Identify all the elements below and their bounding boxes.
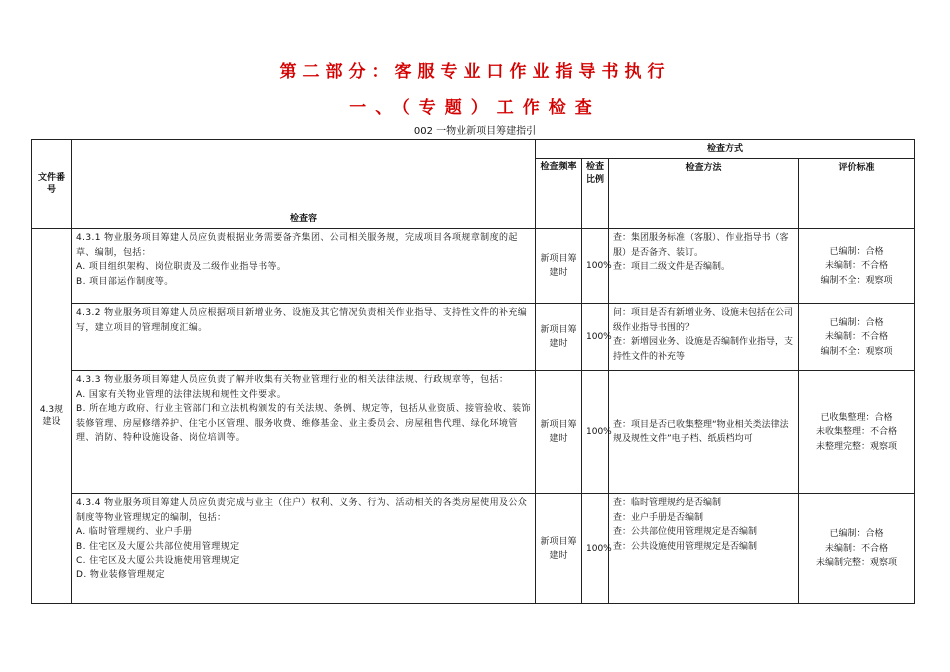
standard-line: 已编制：合格	[829, 246, 884, 257]
table-row	[32, 371, 915, 494]
method-line: 查：项目是否已收集整理“物业相关类法律法规及规性文件”电子档、纸质档均可	[613, 420, 789, 445]
method-cell	[609, 229, 799, 304]
method-line: 问：项目是否有新增业务、设施未包括在公司级作业指导书围的？	[613, 308, 794, 333]
method-line: 查：公共设施使用管理规定是否编制	[613, 541, 758, 552]
content-line: 4.3.2 物业服务项目筹建人员应根据项目新增业务、设施及其它情况负责相关作业指导、支持性文件的补充编写，建立项目的管理制度汇编。	[76, 308, 528, 333]
section-label: 4.3规建设	[32, 229, 72, 604]
section-title: 一、（专题）工作检查	[349, 98, 601, 118]
standard-line: 未收集整理：不合格	[816, 427, 898, 438]
standard-line: 已编制：合格	[829, 529, 884, 540]
header-file-no: 文件番号	[32, 140, 72, 229]
content-line: 4.3.1 物业服务项目筹建人员应负责根据业务需要备齐集团、公司相关服务规，完成项目各项规章制度的起草、编制，包括：	[76, 233, 518, 258]
inspection-table	[31, 139, 915, 604]
method-line: 查：项目二级文件是否编制。	[613, 262, 731, 273]
standard-line: 编制不全：观察项	[820, 275, 893, 286]
table-row	[32, 494, 915, 604]
standard-line: 未整理完整：观察项	[816, 441, 898, 452]
page-title: 第二部分：客服专业口作业指导书执行	[279, 62, 671, 82]
content-line: B. 项目部运作制度等。	[76, 276, 174, 287]
standard-cell	[799, 304, 915, 371]
content-cell	[72, 229, 536, 304]
standard-line: 已编制：合格	[829, 317, 884, 328]
content-line: D. 物业装修管理规定	[76, 570, 166, 581]
content-line: A. 临时管理规约、业户手册	[76, 527, 193, 538]
header-frequency: 检查频率	[536, 159, 582, 229]
header-method-group: 检查方式	[536, 140, 915, 159]
standard-cell	[799, 494, 915, 604]
frequency-cell: 新项目筹建时	[536, 371, 582, 494]
content-line: A. 项目组织架构、岗位职责及二级作业指导书等。	[76, 262, 287, 273]
content-line: C. 住宅区及大厦公共设施使用管理规定	[76, 555, 240, 566]
standard-line: 未编制：不合格	[825, 332, 889, 343]
content-line: B. 所在地方政府、行业主管部门和立法机构颁发的有关法规、条例、规定等，包括从业资质、接管验收、装饰装修管理、房屋修缮养护、住宅小区管理、服务收费、维修基金、业主委员会、房屋租售代理、绿化环境管理、消防、特种设施设备、岗位培训等。	[76, 404, 531, 443]
ratio-cell: 100%	[582, 229, 609, 304]
method-cell	[609, 494, 799, 604]
content-line: 4.3.4 物业服务项目筹建人员应负责完成与业主（住户）权利、义务、行为、活动相关的各类房屋使用及公众制度等物业管理规定的编制，包括：	[76, 498, 528, 523]
method-line: 查：公共部位使用管理规定是否编制	[613, 527, 758, 538]
method-line: 查：临时管理规约是否编制	[613, 498, 722, 509]
standard-cell	[799, 371, 915, 494]
ratio-cell: 100%	[582, 371, 609, 494]
standard-line: 未编制完整：观察项	[816, 558, 898, 569]
ratio-cell: 100%	[582, 304, 609, 371]
standard-line: 未编制：不合格	[825, 261, 889, 272]
content-cell	[72, 304, 536, 371]
method-line: 查：集团服务标准（客服）、作业指导书（客服）是否备齐、装订。	[613, 233, 789, 258]
ratio-cell: 100%	[582, 494, 609, 604]
table-row	[32, 229, 915, 304]
standard-line: 编制不全：观察项	[820, 346, 893, 357]
content-line: 4.3.3 物业服务项目筹建人员应负责了解并收集有关物业管理行业的相关法律法规、行政规章等，包括：	[76, 375, 509, 386]
frequency-cell: 新项目筹建时	[536, 494, 582, 604]
content-line: B. 住宅区及大厦公共部位使用管理规定	[76, 541, 240, 552]
standard-line: 未编制：不合格	[825, 543, 889, 554]
header-standard: 评价标准	[799, 159, 915, 229]
content-cell	[72, 494, 536, 604]
header-ratio: 检查比例	[582, 159, 609, 229]
method-cell	[609, 304, 799, 371]
method-cell	[609, 371, 799, 494]
standard-cell	[799, 229, 915, 304]
content-line: A. 国家有关物业管理的法律法规和规性文件要求。	[76, 389, 287, 400]
method-line: 查：业户手册是否编制	[613, 512, 704, 523]
frequency-cell: 新项目筹建时	[536, 229, 582, 304]
header-method: 检查方法	[609, 159, 799, 229]
standard-line: 已收集整理：合格	[820, 412, 893, 423]
content-cell	[72, 371, 536, 494]
method-line: 查：新增园业务、设施是否编制作业指导，支持性文件的补充等	[613, 337, 794, 362]
frequency-cell: 新项目筹建时	[536, 304, 582, 371]
header-content: 检查容	[72, 140, 536, 229]
table-row	[32, 304, 915, 371]
document-subtitle: 002 一物业新项目筹建指引	[413, 126, 537, 137]
